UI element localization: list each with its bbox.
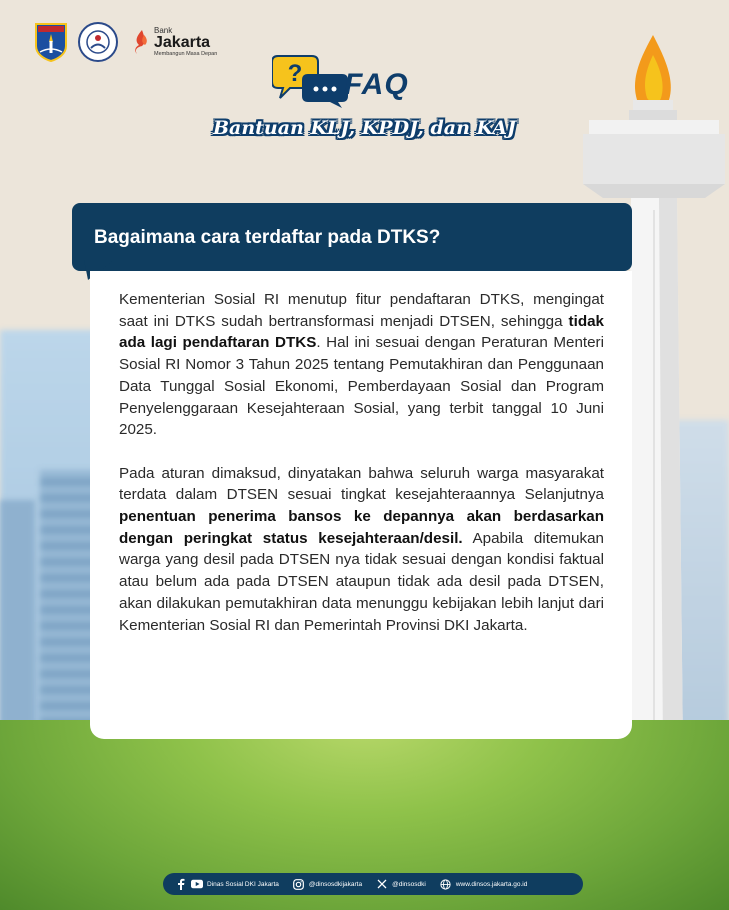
social-footer xyxy=(163,873,583,895)
question-bar xyxy=(72,203,632,271)
website-url: www.dinsos.jakarta.go.id xyxy=(455,880,528,888)
question-text: Bagaimana cara terdaftar pada DTKS? xyxy=(94,227,441,248)
dinas-sosial-logo xyxy=(78,22,118,62)
bank-tagline: Membangun Masa Depan xyxy=(154,50,218,57)
instagram-handle: @dinsosdkijakarta xyxy=(308,880,363,888)
dinsos-emblem-icon xyxy=(85,29,111,55)
instagram-icon xyxy=(293,878,305,890)
answer-p1-text: Kementerian Sosial RI menutup fitur pendaftaran DTKS, mengingat saat ini DTKS sudah bertransformasi menjadi DTSEN, sehingga xyxy=(119,291,604,330)
answer-p1-text-end: . Hal ini sesuai dengan Peraturan Menteri Sosial RI Nomor 3 Tahun 2025 tentang Pemutakhiran dan Penggunaan Data Tunggal Sosial Ekonomi, Pemberdayaan Sosial dan Program Penyelenggaraan Kesejahteraan Sosial, yang terbit tanggal 10 Juni 2025. xyxy=(119,334,604,439)
bank-name: Jakarta xyxy=(154,33,211,51)
dki-jakarta-crest-logo xyxy=(34,22,68,62)
bank-jakarta-logo xyxy=(132,27,217,58)
question-bubble-icon xyxy=(272,52,352,108)
facebook-youtube-handle: Dinas Sosial DKI Jakarta xyxy=(207,880,279,888)
bank-jakarta-mark-icon xyxy=(132,29,150,55)
answer-p2-highlight: penentuan penerima bansos ke depannya akan berdasarkan dengan peringkat status kesejahteraan/desil. xyxy=(119,508,604,547)
answer-paragraph-2 xyxy=(119,463,604,637)
faq-subtitle: Bantuan KLJ, KPDJ, dan KAJ xyxy=(212,117,517,139)
answer-p1-highlight: tidak ada lagi pendaftaran DTKS xyxy=(119,312,604,352)
svg-text:?: ? xyxy=(287,60,303,87)
answer-card xyxy=(90,271,632,739)
x-link[interactable] xyxy=(376,878,426,890)
answer-p2-text: Pada aturan dimaksud, dinyatakan bahwa seluruh warga masyarakat terdata dalam DTSEN sesuai tingkat kesejahteraannya Selanjutnya xyxy=(119,464,604,504)
globe-icon xyxy=(440,878,452,890)
instagram-link[interactable] xyxy=(293,878,362,890)
x-handle: @dinsosdki xyxy=(392,880,426,888)
x-icon xyxy=(376,878,388,890)
youtube-icon xyxy=(191,878,203,890)
faq-heading xyxy=(272,52,432,112)
bank-label-small: Bank xyxy=(154,25,173,35)
website-link[interactable] xyxy=(440,878,528,890)
facebook-youtube-link[interactable] xyxy=(175,878,279,890)
logo-bar xyxy=(34,22,217,62)
answer-p2-text-end: Apabila ditemukan warga yang desil pada DTSEN nya tidak sesuai dengan kondisi faktual atau belum ada pada DTSEN ataupun tidak ada desil pada DTSEN, akan dilakukan pemutakhiran data menunggu kebijakan lebih lanjut dari Kementerian Sosial RI dan Pemerintah Provinsi DKI Jakarta. xyxy=(119,529,604,634)
faq-label: FAQ xyxy=(344,68,409,101)
answer-paragraph-1 xyxy=(119,289,604,441)
facebook-icon xyxy=(175,878,187,890)
